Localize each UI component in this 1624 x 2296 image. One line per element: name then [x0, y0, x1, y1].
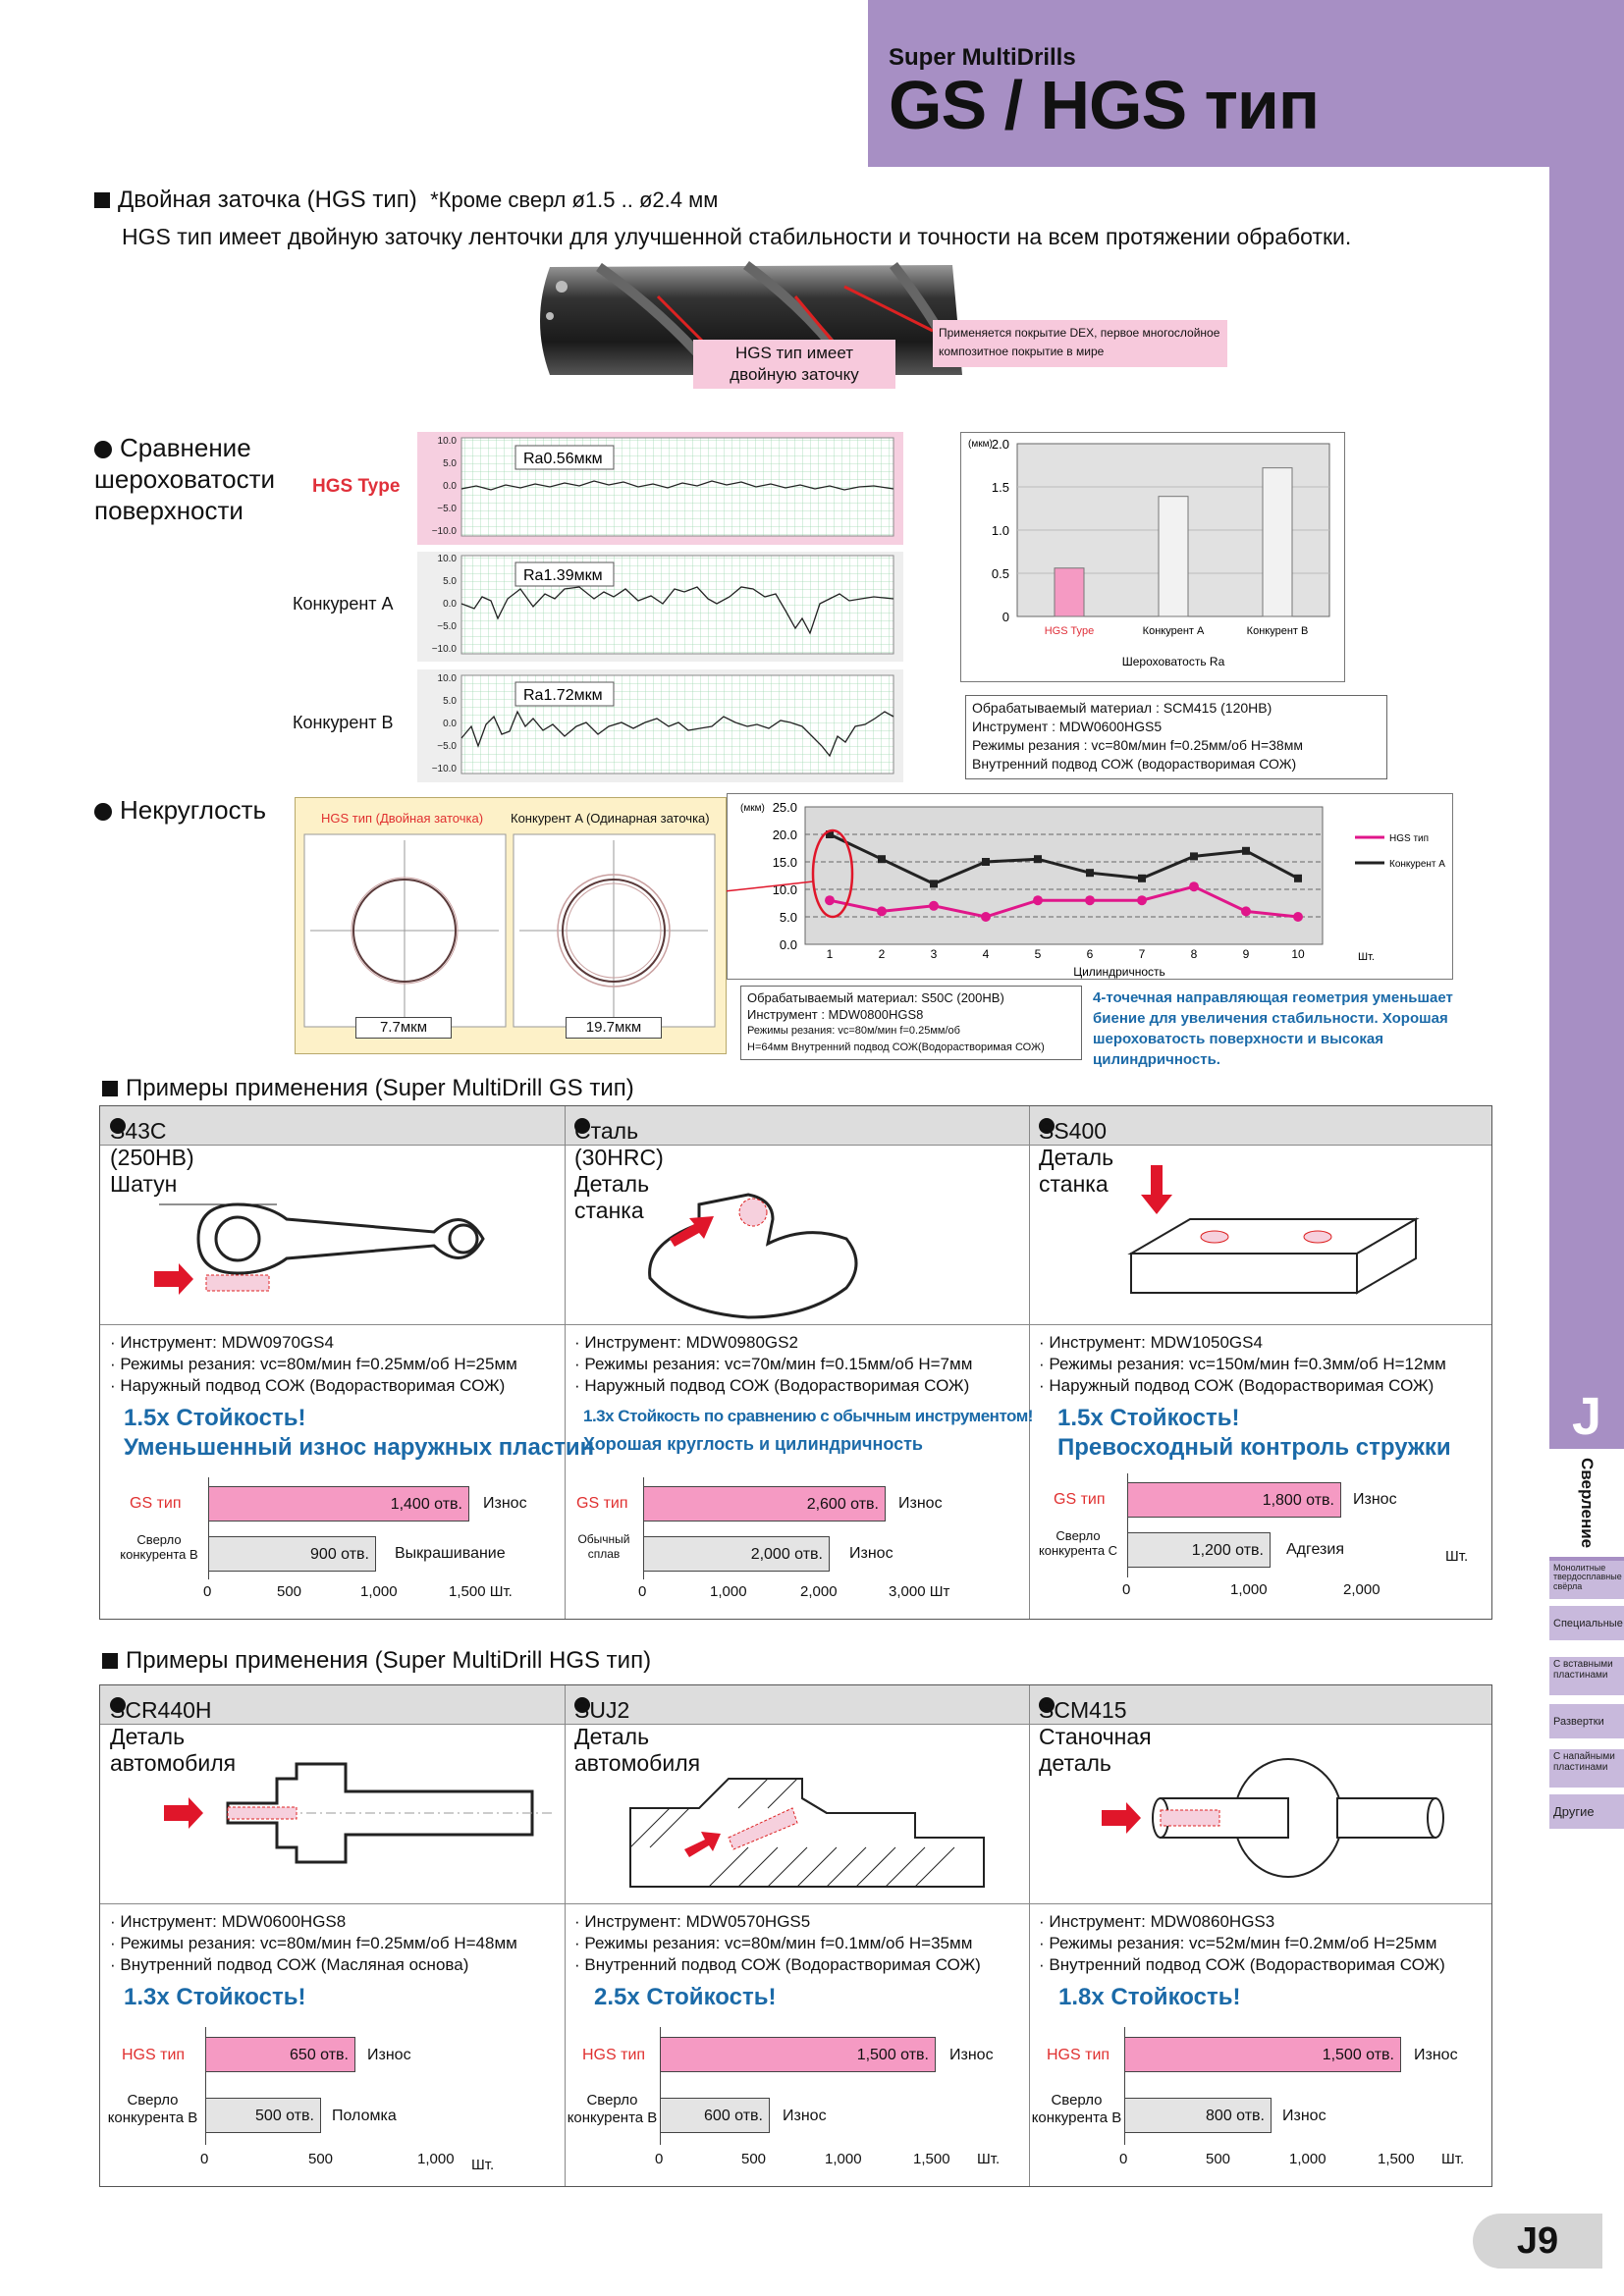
- square-bullet-icon: [102, 1653, 118, 1669]
- hgs-card1-specs: · Инструмент: MDW0600HGS8 · Режимы резания: vc=80м/мин f=0.25мм/об H=48мм · Внутренний подвод СОЖ (Масляная основа): [110, 1912, 517, 1974]
- data-point: [825, 895, 835, 905]
- data-point: [878, 855, 886, 863]
- page-number: J9: [1473, 2214, 1602, 2269]
- roundness-label-hgs: HGS тип (Двойная заточка): [321, 811, 484, 826]
- bar-competitor-hgs-card1: 500 отв.: [205, 2098, 321, 2133]
- side-tab-drilling[interactable]: Сверление: [1549, 1449, 1624, 1557]
- roundness-conditions: Обрабатываемый материал: S50C (200HB) Инструмент : MDW0800HGS8 Режимы резания: vc=80м/мин f=0.25мм/об H=64мм Внутренний подвод СОЖ(Водорастворимая СОЖ): [740, 986, 1082, 1060]
- roughness-heading: Сравнение шероховатости поверхности: [94, 433, 276, 525]
- side-tab-other[interactable]: Другие: [1549, 1794, 1624, 1830]
- hgs-examples-heading: Примеры применения (Super MultiDrill HGS тип): [102, 1647, 651, 1675]
- ra-b-text: Ra1.72мкм: [523, 687, 603, 704]
- roundness-heading: Некруглость: [94, 795, 266, 826]
- dex-coating-callout: Применяется покрытие DEX, первое многослойное композитное покрытие в мире: [933, 320, 1227, 367]
- svg-text:−5.0: −5.0: [437, 741, 457, 752]
- data-point: [929, 901, 939, 911]
- svg-text:5.0: 5.0: [443, 458, 457, 469]
- data-point: [1189, 881, 1199, 891]
- svg-text:10.0: 10.0: [437, 436, 457, 447]
- x-tick-label: 4: [982, 947, 990, 961]
- svg-text:−5.0: −5.0: [437, 504, 457, 514]
- intro-heading: Двойная заточка (HGS тип) *Кроме сверл ø1.5 .. ø2.4 мм: [94, 187, 718, 214]
- y-tick-label: 5.0: [779, 910, 797, 925]
- roughness-label-hgs: HGS Type: [312, 476, 401, 497]
- legend-label: HGS тип: [1389, 833, 1430, 844]
- bar: [1159, 497, 1188, 616]
- double-sharpening-callout: HGS тип имеет двойную заточку: [693, 340, 895, 389]
- svg-text:−5.0: −5.0: [437, 621, 457, 632]
- gs-card1-headline: 1.5x Стойкость!: [124, 1405, 306, 1431]
- svg-text:−10.0: −10.0: [431, 764, 457, 774]
- roughness-xlabel: Шероховатость Ra: [1121, 655, 1225, 668]
- hgs-card2-headline: 2.5x Стойкость!: [594, 1984, 777, 2010]
- bar-gs-card1: 1,400 отв.: [208, 1486, 469, 1522]
- x-tick-label: 1: [826, 947, 834, 961]
- y-tick-label: 0.0: [779, 937, 797, 952]
- hgs-card1-headline: 1.3x Стойкость!: [124, 1984, 306, 2010]
- roughness-conditions: Обрабатываемый материал : SCM415 (120HB) Инструмент : MDW0600HGS5 Режимы резания : vc=80м/мин f=0.25мм/об H=38мм Внутренний подвод СОЖ (водорастворимая СОЖ): [965, 695, 1387, 779]
- roundness-line-chart: [727, 793, 1453, 980]
- y-tick-label: 0: [1001, 610, 1009, 624]
- intro-text: HGS тип имеет двойную заточку ленточки для улучшенной стабильности и точности на всем протяжении обработки.: [122, 224, 1352, 249]
- roundness-label-competitor: Конкурент A (Одинарная заточка): [511, 811, 710, 826]
- gs-card3-subheadline: Превосходный контроль стружки: [1057, 1434, 1451, 1461]
- roundness-blue-note: 4-точечная направляющая геометрия уменьшает биение для увеличения стабильности. Хорошая шероховатость поверхности и высокая цилиндричность.: [1093, 989, 1453, 1068]
- roundness-xunit: Шт.: [1358, 951, 1375, 963]
- data-point: [1242, 847, 1250, 855]
- hgs-card3-bars: HGS тип 1,500 отв. Износ Сверло конкурента B 800 отв. Износ 0 500 1,000 1,500 Шт.: [1029, 2019, 1493, 2186]
- svg-text:5.0: 5.0: [443, 696, 457, 707]
- hgs-card3-specs: · Инструмент: MDW0860HGS3 · Режимы резания: vc=52м/мин f=0.2мм/об H=25мм · Внутренний подвод СОЖ (Водорастворимая СОЖ): [1039, 1912, 1445, 1974]
- gs-card1-specs: · Инструмент: MDW0970GS4 · Режимы резания: vc=80м/мин f=0.25мм/об H=25мм · Наружный подвод СОЖ (Водорастворимая СОЖ): [110, 1333, 517, 1395]
- gs-card3-headline: 1.5x Стойкость!: [1057, 1405, 1240, 1431]
- plate-part-drawing: [1092, 1160, 1465, 1317]
- gs-table-header: S43C (250HB) Шатун Сталь (30HRC) Деталь станка SS400 Деталь станка: [100, 1106, 1491, 1146]
- gs-card2-bars: GS тип 2,600 отв. Износ Обычный сплав 2,000 отв. Износ 0 1,000 2,000 3,000 Шт: [565, 1469, 1029, 1617]
- roughness-label-b: Конкурент B: [293, 713, 394, 732]
- header-subtitle: Super MultiDrills: [889, 44, 1076, 71]
- y-tick-label: 10.0: [772, 882, 797, 897]
- y-tick-label: 25.0: [772, 800, 797, 815]
- y-tick-label: 0.5: [991, 566, 1009, 581]
- y-tick-label: 1.0: [991, 523, 1009, 538]
- x-tick-label: 10: [1291, 947, 1305, 961]
- hgs-examples-table: [99, 1684, 1492, 2187]
- x-tick-label: 8: [1190, 947, 1198, 961]
- side-tab-insert[interactable]: С вставными пластинами: [1549, 1657, 1624, 1696]
- gs-card3-bars: GS тип 1,800 отв. Износ Сверло конкурента C 1,200 отв. Адгезия 0 1,000 2,000 Шт.: [1029, 1469, 1493, 1617]
- automotive-shaft-drawing: [139, 1744, 552, 1892]
- x-tick-label: 3: [930, 947, 938, 961]
- gs-card1-bars: GS тип 1,400 отв. Износ Сверло конкурента B 900 отв. Выкрашивание 0 500 1,000 1,500 Шт.: [100, 1469, 565, 1617]
- side-tab-reamers[interactable]: Развертки: [1549, 1704, 1624, 1739]
- data-point: [981, 912, 991, 922]
- svg-text:5.0: 5.0: [443, 576, 457, 587]
- y-tick-label: 20.0: [772, 828, 797, 842]
- x-tick-label: 5: [1034, 947, 1042, 961]
- hgs-table-header: SCR440H Деталь автомобиля SUJ2 Деталь автомобиля SCM415 Станочная деталь: [100, 1685, 1491, 1725]
- data-point: [1086, 869, 1094, 877]
- side-tab-brazed[interactable]: С напайными пластинами: [1549, 1749, 1624, 1789]
- svg-text:0.0: 0.0: [443, 599, 457, 610]
- roughness-bar-chart: [960, 432, 1345, 682]
- svg-text:10.0: 10.0: [437, 673, 457, 684]
- connecting-rod-drawing: [139, 1165, 532, 1312]
- circle-bullet-icon: [94, 441, 112, 458]
- svg-text:0.0: 0.0: [443, 481, 457, 492]
- y-tick-label: 15.0: [772, 855, 797, 870]
- bar: [1055, 568, 1084, 616]
- data-point: [982, 858, 990, 866]
- x-tick-label: Конкурент B: [1246, 625, 1309, 637]
- data-point: [1241, 906, 1251, 916]
- roughness-profiles: [417, 432, 903, 785]
- hgs-card3-headline: 1.8x Стойкость!: [1058, 1984, 1241, 2010]
- right-side-band: [1549, 167, 1624, 1580]
- machine-part-cylinder-drawing: [1092, 1739, 1475, 1896]
- gs-card1-subheadline: Уменьшенный износ наружных пластин: [124, 1434, 595, 1461]
- x-tick-label: Конкурент A: [1142, 625, 1205, 637]
- x-tick-label: HGS Type: [1044, 625, 1095, 637]
- bar-competitor-card1: 900 отв.: [208, 1536, 376, 1572]
- hgs-card2-specs: · Инструмент: MDW0570HGS5 · Режимы резания: vc=80м/мин f=0.1мм/об H=35мм · Внутренний подвод СОЖ (Водорастворимая СОЖ): [574, 1912, 981, 1974]
- svg-text:0.0: 0.0: [443, 719, 457, 729]
- gs-examples-table: [99, 1105, 1492, 1620]
- roundness-value-competitor: 19.7мкм: [566, 1017, 662, 1039]
- roundness-xlabel: Цилиндричность: [1073, 965, 1165, 979]
- bar-hgs-card3: 1,500 отв.: [1124, 2037, 1401, 2072]
- side-tab-solid-drills[interactable]: Монолитные твердосплавные свёрла: [1549, 1561, 1624, 1600]
- data-point: [1138, 875, 1146, 882]
- x-tick-label: 9: [1242, 947, 1250, 961]
- x-tick-label: 6: [1086, 947, 1094, 961]
- svg-text:−10.0: −10.0: [431, 526, 457, 537]
- data-point: [1085, 895, 1095, 905]
- y-tick-label: 2.0: [991, 437, 1009, 452]
- svg-text:−10.0: −10.0: [431, 644, 457, 655]
- gs-card3-specs: · Инструмент: MDW1050GS4 · Режимы резания: vc=150м/мин f=0.3мм/об H=12мм · Наружный подвод СОЖ (Водорастворимая СОЖ): [1039, 1333, 1446, 1395]
- hgs-card1-bars: HGS тип 650 отв. Износ Сверло конкурента B 500 отв. Поломка 0 500 1,000 Шт.: [100, 2019, 565, 2186]
- side-tab-letter[interactable]: J: [1571, 1387, 1602, 1446]
- machine-part-drawing: [611, 1155, 984, 1322]
- gs-card2-specs: · Инструмент: MDW0980GS2 · Режимы резания: vc=70м/мин f=0.15мм/об H=7мм · Наружный подвод СОЖ (Водорастворимая СОЖ): [574, 1333, 973, 1395]
- bar-competitor-hgs-card3: 800 отв.: [1124, 2098, 1272, 2133]
- legend-label: Конкурент A: [1389, 859, 1445, 870]
- data-point: [930, 880, 938, 887]
- bar-competitor-hgs-card2: 600 отв.: [660, 2098, 770, 2133]
- ra-hgs-text: Ra0.56мкм: [523, 451, 603, 467]
- y-tick-label: 1.5: [991, 480, 1009, 495]
- data-point: [1293, 912, 1303, 922]
- square-bullet-icon: [94, 192, 110, 208]
- bar: [1263, 468, 1292, 616]
- bar-competitor-card2: 2,000 отв.: [643, 1536, 830, 1572]
- bar-gs-card3: 1,800 отв.: [1127, 1482, 1341, 1518]
- roundness-value-hgs: 7.7мкм: [355, 1017, 452, 1039]
- data-point: [877, 906, 887, 916]
- page-title: GS / HGS тип: [889, 67, 1320, 143]
- x-tick-label: 2: [878, 947, 886, 961]
- roundness-unit: (мкм): [740, 803, 765, 814]
- data-point: [1033, 895, 1043, 905]
- header-white-area: [0, 0, 868, 167]
- x-tick-label: 7: [1138, 947, 1146, 961]
- side-tab-special[interactable]: Специальные: [1549, 1606, 1624, 1641]
- svg-text:10.0: 10.0: [437, 554, 457, 564]
- bar-hgs-card2: 1,500 отв.: [660, 2037, 936, 2072]
- roundness-plots: [302, 832, 720, 1029]
- roughness-unit: (мкм): [968, 439, 993, 450]
- roughness-label-a: Конкурент A: [293, 594, 394, 614]
- hgs-card2-bars: HGS тип 1,500 отв. Износ Сверло конкурента B 600 отв. Износ 0 500 1,000 1,500 Шт.: [565, 2019, 1029, 2186]
- square-bullet-icon: [102, 1081, 118, 1096]
- data-point: [1137, 895, 1147, 905]
- automotive-part-drawing: [611, 1739, 994, 1896]
- gs-card2-subheadline: Хорошая круглость и цилиндричность: [583, 1434, 923, 1454]
- bar-hgs-card1: 650 отв.: [205, 2037, 355, 2072]
- data-point: [1294, 875, 1302, 882]
- data-point: [1190, 852, 1198, 860]
- bar-competitor-card3: 1,200 отв.: [1127, 1532, 1271, 1568]
- bar-gs-card2: 2,600 отв.: [643, 1486, 886, 1522]
- gs-examples-heading: Примеры применения (Super MultiDrill GS тип): [102, 1075, 634, 1102]
- circle-bullet-icon: [94, 803, 112, 821]
- data-point: [1034, 855, 1042, 863]
- gs-card2-headline: 1.3x Стойкость по сравнению с обычным инструментом!: [583, 1407, 1033, 1425]
- ra-a-text: Ra1.39мкм: [523, 567, 603, 584]
